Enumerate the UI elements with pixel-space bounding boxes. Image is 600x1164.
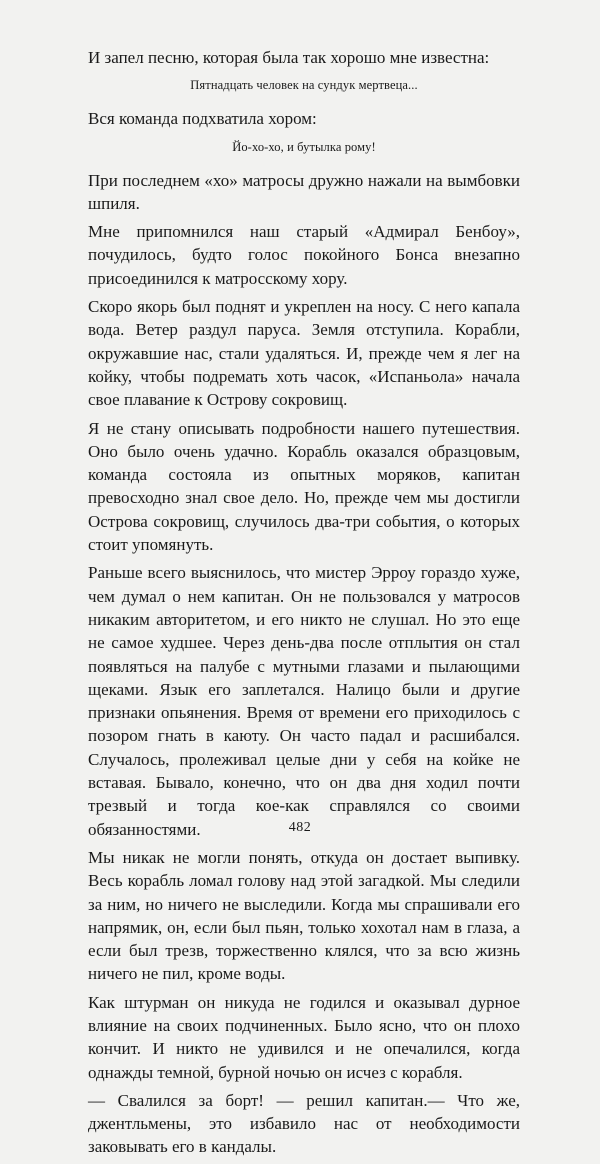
paragraph: Раньше всего выяснилось, что мистер Эрроу гораздо хуже, чем думал о нем капитан. Он не пользовался у матросов никаким авторитетом, и его никто не слушал. Но это еще не самое худшее. Через день-два после отплытия он стал появляться на палубе с мутными глазами и пылающими щеками. Язык его заплетался. Налицо были и другие признаки опьянения. Время от времени его приходилось с позором гнать в каюту. Он часто падал и расшибался. Случалось, пролеживал целые дни у себя на койке не вставая. Бывало, конечно, что он два дня ходил почти трезвый и тогда кое-как справлялся со своими обязанностями. bbox=[88, 563, 520, 839]
paragraph: Мне припомнился наш старый «Адмирал Бенбоу», почудилось, будто голос покойного Бонса внезапно присоединился к матросскому хору. bbox=[88, 222, 520, 288]
intro-line-1: И запел песню, которая была так хорошо мне известна: bbox=[88, 48, 490, 67]
paragraph: Мы никак не могли понять, откуда он достает выпивку. Весь корабль ломал голову над этой загадкой. Мы следили за ним, но ничего не выследили. Когда мы спрашивали его напрямик, он, если был пьян, только хохотал нам в глаза, а если был трезв, торжественно клялся, что за всю жизнь ничего не пил, кроме воды. bbox=[88, 847, 520, 984]
verse-line-1: Пятнадцать человек на сундук мертвеца... bbox=[190, 78, 418, 93]
paragraph: При последнем «хо» матросы дружно нажали на вымбовки шпиля. bbox=[88, 170, 520, 213]
paragraph: Я не стану описывать подробности нашего путешествия. Оно было очень удачно. Корабль оказался образцовым, команда состояла из опытных моряков, капитан превосходно знал свое дело. Но, прежде чем мы достигли Острова сокровищ, случилось два-три события, о которых стоит упомянуть. bbox=[88, 418, 520, 555]
page-number: 482 bbox=[288, 820, 312, 835]
verse-line-2: Йо-хо-хо, и бутылка рому! bbox=[232, 139, 376, 154]
intro-line-2: Вся команда подхватила хором: bbox=[88, 109, 317, 129]
page-text bbox=[88, 46, 520, 1164]
paragraph: Скоро якорь был поднят и укреплен на носу. С него капала вода. Ветер раздул паруса. Земля отступила. Корабли, окружавшие нас, стали удаляться. И, прежде чем я лег на койку, чтобы подремать хоть часок, «Испаньола» начала свое плавание к Острову сокровищ. bbox=[88, 297, 520, 410]
paragraph: — Свалился за борт! — решил капитан.— Что же, джентльмены, это избавило нас от необходимости заковывать его в кандалы. bbox=[88, 1090, 520, 1157]
paragraph: Как штурман он никуда не годился и оказывал дурное влияние на своих подчиненных. Было ясно, что он плохо кончит. И никто не удивился и не опечалился, когда однажды темной, бурной ночью он исчез с корабля. bbox=[88, 992, 520, 1082]
